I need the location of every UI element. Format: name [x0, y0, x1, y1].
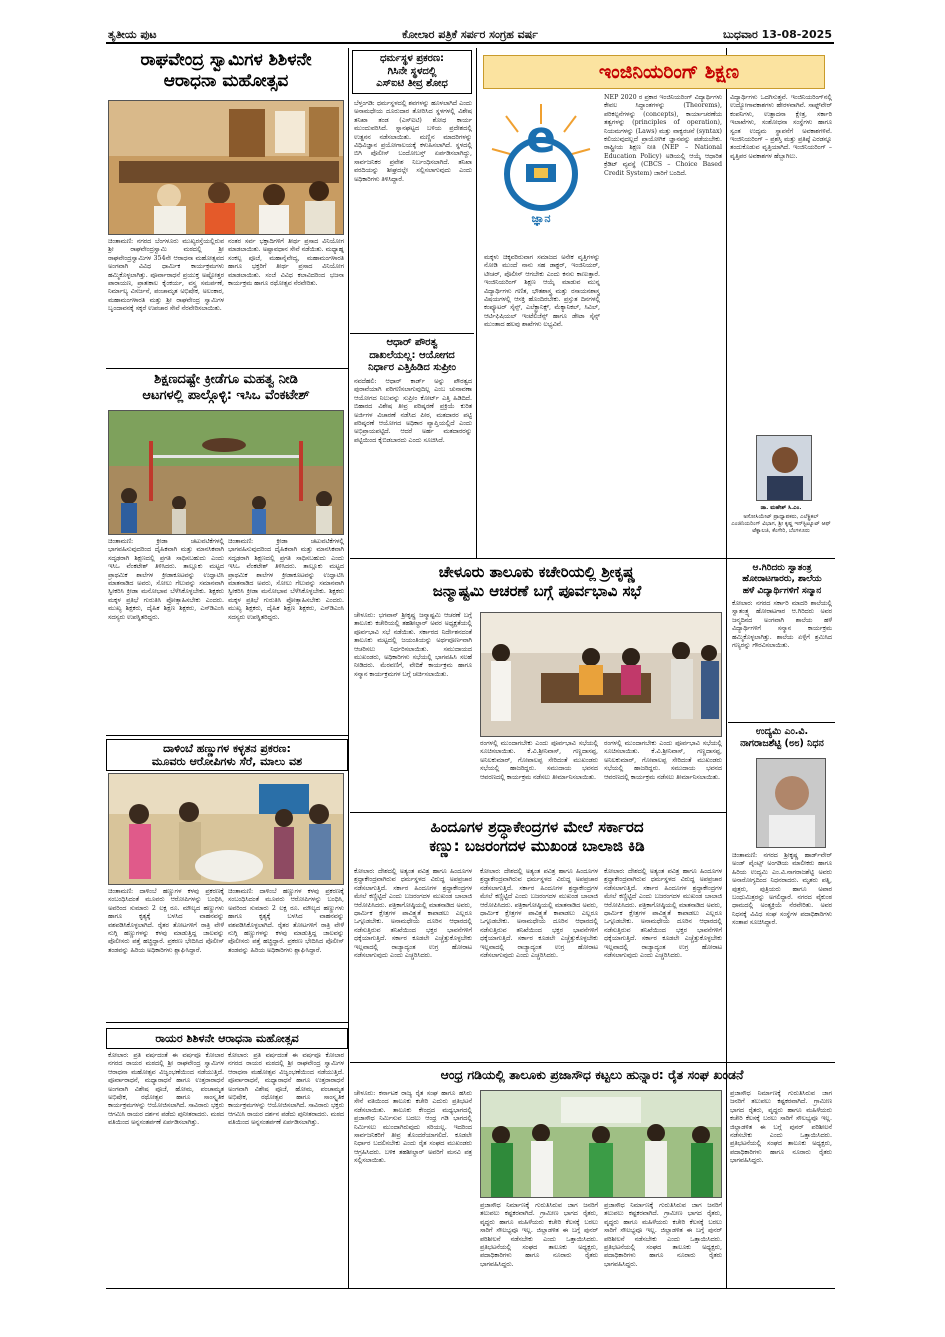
headline-obituary — [730, 726, 834, 750]
headline-line: ರಾಘವೇಂದ್ರ ಸ್ವಾಮಿಗಳ ಶಿಶಿಳನೇ — [140, 50, 312, 70]
headline-line: ನಾಗರಾಜಶೆಟ್ಟಿ (೮೮) ನಿಧನ — [740, 737, 824, 749]
headline-line: ದಾಳಿಂಬೆ ಹಣ್ಣುಗಳ ಕಳ್ಳತನ ಪ್ರಕರಣ: — [163, 742, 291, 755]
paper-name: ಕೋಲಾರ ಪತ್ರಿಕೆ ಸರ್ಪರ ಸಂಗ್ರಹ ವರ್ಷ — [402, 28, 538, 41]
headline-line: ಜನ್ಮಾಷ್ಟಮಿ ಆಚರಣೆ ಬಗ್ಗೆ ಪೂರ್ವಭಾವಿ ಸಭೆ — [432, 581, 642, 600]
headline-line: ಕಣ್ಣು: ಬಜರಂಗದಳ ಮುಖಂಡ ಬಾಲಾಜಿ ಕಿಡಿ — [429, 836, 645, 855]
headline-dharmasthala — [352, 50, 472, 94]
elderly-man-portrait — [757, 759, 826, 848]
author-photo — [756, 435, 812, 501]
article-body: ಬೆಳ್ತಂಗಡಿ: ಧರ್ಮಸ್ಥಳದಲ್ಲಿ ಶವಗಳನ್ನು ಹೂಳಲಾಗಿದೆ ಎಂದು ಅನಾಮಧೇಯ ದೂರುದಾರ ತೋರಿಸಿದ ಸ್ಥಳಗಳಲ್ಲಿ ವಿಶೇಷ ತನಿಖಾ ತಂಡ (ಎಸ್‌ಐಟಿ) ಶೋಧ ಕಾರ್ಯ ಮುಂದುವರಿಸಿದೆ. ಸ್ನಾನಘಟ್ಟದ ಬಳಿಯ ಪ್ರದೇಶದಲ್ಲಿ ಉತ್ಖನನ ನಡೆಸಲಾಯಿತು. ಮಣ್ಣಿನ ಮಾದರಿಗಳನ್ನು ವಿಧಿವಿಜ್ಞಾನ ಪ್ರಯೋಗಾಲಯಕ್ಕೆ ಕಳುಹಿಸಲಾಗಿದೆ. ಸ್ಥಳದಲ್ಲಿ ಬಿಗಿ ಪೊಲೀಸ್ ಬಂದೋಬಸ್ತ್ ಏರ್ಪಡಿಸಲಾಗಿದ್ದು, ಸಾರ್ವಜನಿಕರ ಪ್ರವೇಶ ನಿರ್ಬಂಧಿಸಲಾಗಿದೆ. ತನಿಖಾ ವರದಿಯನ್ನು ಶೀಘ್ರದಲ್ಲೇ ಸಲ್ಲಿಸಲಾಗುವುದು ಎಂದು ಅಧಿಕಾರಿಗಳು ತಿಳಿಸಿದ್ದಾರೆ. — [354, 100, 472, 183]
headline-janmashtami — [352, 563, 722, 601]
headline-aadhaar — [352, 337, 472, 375]
engineering-banner — [483, 55, 825, 89]
article-body: ವಿದ್ಯಾರ್ಥಿಗಳು ಒದಗಿಸುತ್ತವೆ. ಇಂಜಿನಿಯರಿಂಗ್‌ನಲ್ಲಿ ಉದ್ಯೋಗಾವಕಾಶಗಳು ಹೇರಳವಾಗಿವೆ. ಸಾಫ್ಟ್‌ವೇರ್ ಕಂಪನಿಗಳು, ಉತ್ಪಾದನಾ ಕ್ಷೇತ್ರ, ಸರ್ಕಾರಿ ಇಲಾಖೆಗಳು, ಸಂಶೋಧನಾ ಸಂಸ್ಥೆಗಳು ಹಾಗೂ ಸ್ವಂತ ಉದ್ಯಮ ಸ್ಥಾಪನೆಗೆ ಅವಕಾಶಗಳಿವೆ. ಇಂಜಿನಿಯರಿಂಗ್ – ಪ್ರಶಸ್ತಿ ಮತ್ತು ಪ್ರತಿಷ್ಠೆ ಎರಡನ್ನೂ ತಂದುಕೊಡುವ ವೃತ್ತಿಯಾಗಿದೆ. ಇಂಜಿನಿಯರಿಂಗ್ – ವೃತ್ತಿಪರ ಅವಕಾಶಗಳ ಹೆಬ್ಬಾಗಿಲು. — [730, 94, 832, 160]
headline-line: ಉದ್ಯಮಿ ಎಂ.ವಿ. — [755, 726, 809, 737]
column-rule — [726, 48, 727, 1288]
photo-pomegranate — [108, 773, 344, 885]
article-body: ರಂಗಳಲ್ಲಿ ಮುಂದಾಗಬೇಕು ಎಂದು ಪೂರ್ವಭಾವಿ ಸಭೆಯಲ್ಲಿ ಸೂಚಿಸಲಾಯಿತು. ಕೆ.ವಿ.ಶ್ರೀನಿವಾಸ್, ಗಣ್ಣದಾಸಪ್ಪ, ಅನಿಲಕುಮಾರ್, ಗೋಪಾಲಪ್ಪ ಸೇರಿದಂತೆ ಮುಖಂಡರು ಸಭೆಯಲ್ಲಿ ಹಾಜರಿದ್ದರು. ಸಮುದಾಯ ಭವನದ ಆವರಣದಲ್ಲಿ ಕಾರ್ಯಕ್ರಮ ನಡೆಸಲು ತೀರ್ಮಾನಿಸಲಾಯಿತು. — [480, 740, 598, 781]
headline-line: ಧರ್ಮಸ್ಥಳ ಪ್ರಕರಣ: — [379, 53, 445, 64]
author-portrait — [757, 436, 812, 501]
article-rule — [350, 812, 726, 813]
headline-line: ಆರಾಧನಾ ಮಹೋತ್ಸವ — [163, 71, 289, 92]
headline-line: ಶಿಕ್ಷಣದಷ್ಟೇ ಕ್ರೀಡೆಗೂ ಮಹತ್ವ ನೀಡಿ — [154, 372, 298, 387]
column-rule — [476, 48, 477, 558]
author-name: ಡಾ. ಮಹೇಶ್ ಸಿ.ಎಂ. — [760, 505, 802, 511]
column-rule — [348, 558, 349, 1288]
headline-andhra-border: ಆಂಧ್ರ ಗಡಿಯಲ್ಲಿ ತಾಲೂಕು ಪ್ರಜಾಸೌಧ ಕಟ್ಟಲು ಹುನ್ನಾರ: ರೈತ ಸಂಘ ಖಂಡನೆ — [440, 1067, 744, 1082]
article-body: ನವದೆಹಲಿ: ಆಧಾರ್ ಕಾರ್ಡ್ ಅನ್ನು ಪೌರತ್ವದ ಪುರಾವೆಯಾಗಿ ಪರಿಗಣಿಸಲಾಗುವುದಿಲ್ಲ ಎಂಬ ಚುನಾವಣಾ ಆಯೋಗದ ನಿಲುವನ್ನು ಸುಪ್ರೀಂ ಕೋರ್ಟ್ ಎತ್ತಿ ಹಿಡಿದಿದೆ. ಬಿಹಾರದ ವಿಶೇಷ ತೀವ್ರ ಪರಿಷ್ಕರಣೆ ಪ್ರಕ್ರಿಯೆ ಕುರಿತ ಅರ್ಜಿಗಳ ವಿಚಾರಣೆ ನಡೆಸಿದ ಪೀಠ, ಮತದಾರರ ಪಟ್ಟಿ ಪರಿಷ್ಕರಣೆ ಆಯೋಗದ ಅಧಿಕಾರ ವ್ಯಾಪ್ತಿಯಲ್ಲಿದೆ ಎಂದು ಅಭಿಪ್ರಾಯಪಟ್ಟಿದೆ. ಆದರೆ ಅರ್ಹ ಮತದಾರರನ್ನು ಪಟ್ಟಿಯಿಂದ ಕೈಬಿಡಬಾರದು ಎಂದು ಸೂಚಿಸಿದೆ. — [354, 378, 472, 444]
date: ಬುಧವಾರ 13-08-2025 — [722, 28, 832, 41]
photo-meeting — [481, 613, 722, 737]
logo-letter: e — [526, 112, 556, 163]
article-body: ಪ್ರಜಾಸೌಧ ನಿರ್ಮಾಣಕ್ಕೆ ಗುರುತಿಸಿರುವ ಜಾಗ ಜನರಿಗೆ ತಲುಪಲು ಕಷ್ಟಕರವಾಗಿದೆ. ಗ್ರಾಮೀಣ ಭಾಗದ ರೈತರು, ವೃದ್ಧರು ಹಾಗೂ ಮಹಿಳೆಯರು ಕಚೇರಿ ಕೆಲಸಕ್ಕೆ ಬರಲು ಸಾರಿಗೆ ಸೌಲಭ್ಯವೂ ಇಲ್ಲ. ಜಿಲ್ಲಾಡಳಿತ ಈ ಬಗ್ಗೆ ಪುನರ್ ಪರಿಶೀಲನೆ ನಡೆಸಬೇಕು ಎಂದು ಒತ್ತಾಯಿಸಿದರು. ಪ್ರತಿಭಟನೆಯಲ್ಲಿ ಸಂಘದ ತಾಲೂಕು ಅಧ್ಯಕ್ಷರು, ಪದಾಧಿಕಾರಿಗಳು ಹಾಗೂ ನೂರಾರು ರೈತರು ಭಾಗವಹಿಸಿದ್ದರು. — [480, 1202, 598, 1268]
headline-line: ಚೇಳೂರು ತಾಲೂಕು ಕಚೇರಿಯಲ್ಲಿ ಶ್ರೀಕೃಷ್ಣ — [438, 563, 636, 581]
engineering-title: ಇಂಜಿನಿಯರಿಂಗ್ ಶಿಕ್ಷಣ — [598, 61, 740, 83]
photo-worship-ceremony — [109, 101, 344, 235]
article-body: ಚೇಳೂರು: ಕರ್ನಾಟಕ ರಾಜ್ಯ ರೈತ ಸಂಘ ಹಾಗೂ ಹಸಿರು ಸೇನೆ ವತಿಯಿಂದ ತಾಲೂಕು ಕಚೇರಿ ಎದುರು ಪ್ರತಿಭಟನೆ ನಡೆಸಲಾಯಿತು. ತಾಲೂಕು ಕೇಂದ್ರದ ಮಧ್ಯಭಾಗದಲ್ಲಿ ಪ್ರಜಾಸೌಧ ನಿರ್ಮಿಸುವ ಬದಲು ಆಂಧ್ರ ಗಡಿ ಭಾಗದಲ್ಲಿ ನಿರ್ಮಿಸಲು ಮುಂದಾಗಿರುವುದು ಸರಿಯಲ್ಲ. ಇದರಿಂದ ಸಾರ್ವಜನಿಕರಿಗೆ ತೀವ್ರ ತೊಂದರೆಯಾಗಲಿದೆ. ಕೂಡಲೇ ನಿರ್ಧಾರ ಬದಲಿಸಬೇಕು ಎಂದು ರೈತ ಸಂಘದ ಮುಖಂಡರು ಆಗ್ರಹಿಸಿದರು. ಬಳಿಕ ತಹಶೀಲ್ದಾರ್ ಅವರಿಗೆ ಮನವಿ ಪತ್ರ ಸಲ್ಲಿಸಲಾಯಿತು. — [354, 1090, 472, 1165]
headline-hindu-temples — [352, 818, 722, 856]
article-body: ಚಿಂತಾಮಣಿ: ದಾಳಿಂಬೆ ಹಣ್ಣುಗಳ ಕಳವು ಪ್ರಕರಣಕ್ಕೆ ಸಂಬಂಧಿಸಿದಂತೆ ಮೂವರು ಆರೋಪಿಗಳನ್ನು ಬಂಧಿಸಿ, ಅವರಿಂದ ಸುಮಾರು 2 ಲಕ್ಷ ರೂ. ಮೌಲ್ಯದ ಹಣ್ಣುಗಳು ಹಾಗೂ ಕೃತ್ಯಕ್ಕೆ ಬಳಸಿದ ವಾಹನವನ್ನು ವಶಪಡಿಸಿಕೊಳ್ಳಲಾಗಿದೆ. ರೈತರ ತೋಟಗಳಿಗೆ ರಾತ್ರಿ ವೇಳೆ ನುಗ್ಗಿ ಹಣ್ಣುಗಳನ್ನು ಕಳವು ಮಾಡುತ್ತಿದ್ದ ಜಾಲವನ್ನು ಪೊಲೀಸರು ಪತ್ತೆ ಹಚ್ಚಿದ್ದಾರೆ. ಪ್ರಕರಣ ಭೇದಿಸಿದ ಪೊಲೀಸ್ ತಂಡವನ್ನು ಹಿರಿಯ ಅಧಿಕಾರಿಗಳು ಶ್ಲಾಘಿಸಿದ್ದಾರೆ. — [108, 888, 224, 954]
headline-pomegranate — [106, 739, 348, 771]
article-body: ಕೋಲಾರ: ದೇಶದಲ್ಲಿ ಅತ್ಯಂತ ಪವಿತ್ರ ಹಾಗೂ ಹಿಂದೂಗಳ ಶ್ರದ್ಧಾಕೇಂದ್ರವಾಗಿರುವ ಧರ್ಮಸ್ಥಳದ ವಿರುದ್ಧ ಅಪಪ್ರಚಾರ ನಡೆಸಲಾಗುತ್ತಿದೆ. ಸರ್ಕಾರ ಹಿಂದೂಗಳ ಶ್ರದ್ಧಾಕೇಂದ್ರಗಳ ಮೇಲೆ ಕಣ್ಣಿಟ್ಟಿದೆ ಎಂದು ಬಜರಂಗದಳ ಮುಖಂಡ ಬಾಲಾಜಿ ಆರೋಪಿಸಿದರು. ಪತ್ರಿಕಾಗೋಷ್ಠಿಯಲ್ಲಿ ಮಾತನಾಡಿದ ಅವರು, ಧಾರ್ಮಿಕ ಕ್ಷೇತ್ರಗಳ ಪಾವಿತ್ರ್ಯತೆ ಕಾಪಾಡಲು ಎಲ್ಲರೂ ಒಗ್ಗೂಡಬೇಕು. ಅನಾಮಧೇಯ ದೂರಿನ ಆಧಾರದಲ್ಲಿ ನಡೆಸುತ್ತಿರುವ ತನಿಖೆಯಿಂದ ಭಕ್ತರ ಭಾವನೆಗಳಿಗೆ ಧಕ್ಕೆಯಾಗುತ್ತಿದೆ. ಸರ್ಕಾರ ಕೂಡಲೇ ಎಚ್ಚೆತ್ತುಕೊಳ್ಳಬೇಕು ಇಲ್ಲವಾದಲ್ಲಿ ರಾಜ್ಯಾದ್ಯಂತ ಉಗ್ರ ಹೋರಾಟ ನಡೆಸಲಾಗುವುದು ಎಂದು ಎಚ್ಚರಿಸಿದರು. — [354, 868, 472, 960]
column-rule — [348, 48, 349, 558]
page-bottom-rule — [106, 1288, 835, 1289]
article-rule — [350, 558, 835, 559]
article-rule — [350, 1062, 835, 1063]
headline-line: ಗಿಸಿನೇ ಸ್ಥಳದಲ್ಲಿ — [387, 65, 437, 77]
obituary-photo — [756, 758, 826, 848]
photo-high-jump — [109, 411, 344, 535]
article-body: ಪ್ರಜಾಸೌಧ ನಿರ್ಮಾಣಕ್ಕೆ ಗುರುತಿಸಿರುವ ಜಾಗ ಜನರಿಗೆ ತಲುಪಲು ಕಷ್ಟಕರವಾಗಿದೆ. ಗ್ರಾಮೀಣ ಭಾಗದ ರೈತರು, ವೃದ್ಧರು ಹಾಗೂ ಮಹಿಳೆಯರು ಕಚೇರಿ ಕೆಲಸಕ್ಕೆ ಬರಲು ಸಾರಿಗೆ ಸೌಲಭ್ಯವೂ ಇಲ್ಲ. ಜಿಲ್ಲಾಡಳಿತ ಈ ಬಗ್ಗೆ ಪುನರ್ ಪರಿಶೀಲನೆ ನಡೆಸಬೇಕು ಎಂದು ಒತ್ತಾಯಿಸಿದರು. ಪ್ರತಿಭಟನೆಯಲ್ಲಿ ಸಂಘದ ತಾಲೂಕು ಅಧ್ಯಕ್ಷರು, ಪದಾಧಿಕಾರಿಗಳು ಹಾಗೂ ನೂರಾರು ರೈತರು ಭಾಗವಹಿಸಿದ್ದರು. — [604, 1202, 722, 1268]
article-body: ಕೋಲಾರ: ದೇಶದಲ್ಲಿ ಅತ್ಯಂತ ಪವಿತ್ರ ಹಾಗೂ ಹಿಂದೂಗಳ ಶ್ರದ್ಧಾಕೇಂದ್ರವಾಗಿರುವ ಧರ್ಮಸ್ಥಳದ ವಿರುದ್ಧ ಅಪಪ್ರಚಾರ ನಡೆಸಲಾಗುತ್ತಿದೆ. ಸರ್ಕಾರ ಹಿಂದೂಗಳ ಶ್ರದ್ಧಾಕೇಂದ್ರಗಳ ಮೇಲೆ ಕಣ್ಣಿಟ್ಟಿದೆ ಎಂದು ಬಜರಂಗದಳ ಮುಖಂಡ ಬಾಲಾಜಿ ಆರೋಪಿಸಿದರು. ಪತ್ರಿಕಾಗೋಷ್ಠಿಯಲ್ಲಿ ಮಾತನಾಡಿದ ಅವರು, ಧಾರ್ಮಿಕ ಕ್ಷೇತ್ರಗಳ ಪಾವಿತ್ರ್ಯತೆ ಕಾಪಾಡಲು ಎಲ್ಲರೂ ಒಗ್ಗೂಡಬೇಕು. ಅನಾಮಧೇಯ ದೂರಿನ ಆಧಾರದಲ್ಲಿ ನಡೆಸುತ್ತಿರುವ ತನಿಖೆಯಿಂದ ಭಕ್ತರ ಭಾವನೆಗಳಿಗೆ ಧಕ್ಕೆಯಾಗುತ್ತಿದೆ. ಸರ್ಕಾರ ಕೂಡಲೇ ಎಚ್ಚೆತ್ತುಕೊಳ್ಳಬೇಕು ಇಲ್ಲವಾದಲ್ಲಿ ರಾಜ್ಯಾದ್ಯಂತ ಉಗ್ರ ಹೋರಾಟ ನಡೆಸಲಾಗುವುದು ಎಂದು ಎಚ್ಚರಿಸಿದರು. — [604, 868, 722, 960]
article-rule — [728, 722, 835, 723]
article-body: ಚಿಂತಾಮಣಿ: ನಗರದ ಬೆಂಗಳೂರು ಮುಖ್ಯರಸ್ತೆಯಲ್ಲಿರುವ ಶ್ರೀ ರಾಘವೇಂದ್ರಸ್ವಾಮಿ ಮಠದಲ್ಲಿ ಶ್ರೀ ರಾಘವೇಂದ್ರಸ್ವಾಮಿಗಳ 354ನೇ ಆರಾಧನಾ ಮಹೋತ್ಸವದ ಅಂಗವಾಗಿ ವಿವಿಧ ಧಾರ್ಮಿಕ ಕಾರ್ಯಕ್ರಮಗಳು ಹಮ್ಮಿಕೊಳ್ಳಲಾಗಿತ್ತು. ಪೂರ್ವಾರಾಧನೆ ಪ್ರಯುಕ್ತ ಅಷ್ಟೋತ್ತರ ಪಾರಾಯಣ, ಪ್ರಾತಃಕಾಲ ಕೈಂಕರ್ಯ, ವಸ್ತ್ರ ಸಮರ್ಪಣೆ, ನಿರ್ಮಾಲ್ಯ ವಿಸರ್ಜನೆ, ಪಂಚಾಮೃತ ಅಭಿಷೇಕ, ಅಲಂಕಾರ, ಮಹಾಮಂಗಳಾರತಿ ಮತ್ತು ಶ್ರೀ ರಾಘವೇಂದ್ರ ಸ್ವಾಮಿಗಳ ಬೃಂದಾವನಕ್ಕೆ ಸಕ್ಕರೆ ಉಪಚಾರ ಸೇವೆ ನೆರವೇರಿಸಲಾಯಿತು. — [108, 238, 224, 313]
author-role: ಅಸೋಸಿಯೇಟ್ ಪ್ರಾಧ್ಯಾಪಕರು, ಎಲೆಕ್ಟ್ರಿಕಲ್ ಎಂಜಿನಿಯರಿಂಗ್ ವಿಭಾಗ, ಶ್ರೀ ಕೃಷ್ಣ ಇನ್‌ಸ್ಟಿಟ್ಯೂಟ್ ಆಫ್ ಟೆಕ್ನಾಲಜಿ, ಕೆಂಗೇರಿ, ಬೆಂಗಳೂರು — [731, 514, 831, 534]
headline-line: ಆಟಗಳಲ್ಲಿ ಪಾಲ್ಗೊಳ್ಳಿ: ಇಸಿಒ ವೆಂಕಟೇಶ್ — [142, 388, 310, 404]
page-number: ತೃತೀಯ ಪುಟ — [108, 28, 157, 41]
article-body: ಚಿಂತಾಮಣಿ: ಕ್ರೀಡಾ ಚಟುವಟಿಕೆಗಳಲ್ಲಿ ಭಾಗವಹಿಸುವುದರಿಂದ ದೈಹಿಕವಾಗಿ ಮತ್ತು ಮಾನಸಿಕವಾಗಿ ಸದೃಢರಾಗಿ ಶಿಕ್ಷಣದಲ್ಲಿ ಪ್ರಗತಿ ಸಾಧಿಸಬಹುದು ಎಂದು ಇಸಿಒ ವೆಂಕಟೇಶ್ ತಿಳಿಸಿದರು. ತಾಲ್ಲೂಕು ಮಟ್ಟದ ಪ್ರಾಥಮಿಕ ಶಾಲೆಗಳ ಕ್ರೀಡಾಕೂಟವನ್ನು ಉದ್ಘಾಟಿಸಿ ಮಾತನಾಡಿದ ಅವರು, ಸೋಲು ಗೆಲುವನ್ನು ಸಮಾನವಾಗಿ ಸ್ವೀಕರಿಸಿ ಕ್ರೀಡಾ ಮನೋಭಾವ ಬೆಳೆಸಿಕೊಳ್ಳಬೇಕು. ಶಿಕ್ಷಕರು ಮಕ್ಕಳ ಪ್ರತಿಭೆ ಗುರುತಿಸಿ ಪ್ರೋತ್ಸಾಹಿಸಬೇಕು ಎಂದರು. ಮುಖ್ಯ ಶಿಕ್ಷಕರು, ದೈಹಿಕ ಶಿಕ್ಷಣ ಶಿಕ್ಷಕರು, ಎಸ್‌ಡಿಎಂಸಿ ಸದಸ್ಯರು ಉಪಸ್ಥಿತರಿದ್ದರು. — [108, 538, 224, 621]
article-body: ಪ್ರಜಾಸೌಧ ನಿರ್ಮಾಣಕ್ಕೆ ಗುರುತಿಸಿರುವ ಜಾಗ ಜನರಿಗೆ ತಲುಪಲು ಕಷ್ಟಕರವಾಗಿದೆ. ಗ್ರಾಮೀಣ ಭಾಗದ ರೈತರು, ವೃದ್ಧರು ಹಾಗೂ ಮಹಿಳೆಯರು ಕಚೇರಿ ಕೆಲಸಕ್ಕೆ ಬರಲು ಸಾರಿಗೆ ಸೌಲಭ್ಯವೂ ಇಲ್ಲ. ಜಿಲ್ಲಾಡಳಿತ ಈ ಬಗ್ಗೆ ಪುನರ್ ಪರಿಶೀಲನೆ ನಡೆಸಬೇಕು ಎಂದು ಒತ್ತಾಯಿಸಿದರು. ಪ್ರತಿಭಟನೆಯಲ್ಲಿ ಸಂಘದ ತಾಲೂಕು ಅಧ್ಯಕ್ಷರು, ಪದಾಧಿಕಾರಿಗಳು ಹಾಗೂ ನೂರಾರು ರೈತರು ಭಾಗವಹಿಸಿದ್ದರು. — [730, 1090, 832, 1165]
article-body: ಮಕ್ಕಳು ಚಿಕ್ಕವರಿರುವಾಗ ಸಮಾಜದ ಅನೇಕ ವೃತ್ತಿಗಳನ್ನು ನೋಡಿ ಮುಂದೆ ನಾನು ಸಹ ಡಾಕ್ಟರ್, ಇಂಜಿನಿಯರ್, ಟೀಚರ್, ಪೊಲೀಸ್ ಆಗಬೇಕು ಎಂದು ಕನಸು ಕಾಣುತ್ತಾರೆ. ಇಂಜಿನಿಯರಿಂಗ್ ಶಿಕ್ಷಣ ಆಯ್ಕೆ ಮಾಡುವ ಮುನ್ನ ವಿದ್ಯಾರ್ಥಿಗಳು ಗಣಿತ, ಭೌತಶಾಸ್ತ್ರ ಮತ್ತು ರಸಾಯನಶಾಸ್ತ್ರ ವಿಷಯಗಳಲ್ಲಿ ಆಸಕ್ತಿ ಹೊಂದಿರಬೇಕು. ಪ್ರಸ್ತುತ ದಿನಗಳಲ್ಲಿ ಕಂಪ್ಯೂಟರ್ ಸೈನ್ಸ್, ಎಲೆಕ್ಟ್ರಾನಿಕ್ಸ್, ಮೆಕ್ಯಾನಿಕಲ್, ಸಿವಿಲ್, ಆರ್ಟಿಫಿಷಿಯಲ್ ಇಂಟೆಲಿಜೆನ್ಸ್ ಹಾಗೂ ಡೇಟಾ ಸೈನ್ಸ್ ಮುಂತಾದ ಹಲವು ಶಾಖೆಗಳು ಲಭ್ಯವಿವೆ. — [484, 254, 600, 329]
headline-line: ಎಸ್‌ಐಟಿ ತೀವ್ರ ಶೋಧ — [376, 78, 448, 89]
article-rule — [106, 1022, 348, 1023]
headline-line: ದಾಖಲೆಯಲ್ಲ: ಆಯೋಗದ — [369, 349, 455, 361]
logo-text: ಜ್ಞಾನ — [531, 212, 551, 225]
gnana-logo — [484, 94, 598, 254]
article-rule — [106, 735, 348, 736]
article-rule — [350, 333, 474, 334]
article-body: ಚಿಂತಾಮಣಿ: ನಗರದ ಶ್ರೀಕೃಷ್ಣ ಹಾರ್ಡ್‌ವೇರ್ ಅಂಡ್ ಪೈಂಟ್ಸ್ ಅಂಗಡಿಯ ಮಾಲೀಕರು ಹಾಗೂ ಹಿರಿಯ ಉದ್ಯಮಿ ಎಂ.ವಿ.ನಾಗರಾಜಶೆಟ್ಟಿ ಅವರು ಅನಾರೋಗ್ಯದಿಂದ ನಿಧನರಾದರು. ಮೃತರು ಪತ್ನಿ, ಪುತ್ರರು, ಪುತ್ರಿಯರು ಹಾಗೂ ಅಪಾರ ಬಂಧುಮಿತ್ರರನ್ನು ಅಗಲಿದ್ದಾರೆ. ನಗರದ ವೈಕುಂಠ ಧಾಮದಲ್ಲಿ ಅಂತ್ಯಕ್ರಿಯೆ ನೆರವೇರಿತು. ಅವರ ನಿಧನಕ್ಕೆ ವಿವಿಧ ಸಂಘ ಸಂಸ್ಥೆಗಳ ಪದಾಧಿಕಾರಿಗಳು ಸಂತಾಪ ಸೂಚಿಸಿದ್ದಾರೆ. — [732, 852, 832, 927]
photo-janmashtami — [480, 612, 722, 737]
article-body: ಕೋಲಾರ: ಪ್ರತಿ ವರ್ಷದಂತೆ ಈ ವರ್ಷವೂ ಕೋಲಾರ ನಗರದ ರಾಯರ ಮಠದಲ್ಲಿ ಶ್ರೀ ರಾಘವೇಂದ್ರ ಸ್ವಾಮಿಗಳ ಆರಾಧನಾ ಮಹೋತ್ಸವ ವಿಜೃಂಭಣೆಯಿಂದ ನಡೆಯುತ್ತಿದೆ. ಪೂರ್ವಾರಾಧನೆ, ಮಧ್ಯಾರಾಧನೆ ಹಾಗೂ ಉತ್ತರಾರಾಧನೆ ಅಂಗವಾಗಿ ವಿಶೇಷ ಪೂಜೆ, ಹೋಮ, ಪಂಚಾಮೃತ ಅಭಿಷೇಕ, ರಥೋತ್ಸವ ಹಾಗೂ ಸಾಂಸ್ಕೃತಿಕ ಕಾರ್ಯಕ್ರಮಗಳನ್ನು ಆಯೋಜಿಸಲಾಗಿದೆ. ಸಾವಿರಾರು ಭಕ್ತರು ಆಗಮಿಸಿ ರಾಯರ ದರ್ಶನ ಪಡೆದು ಪುನೀತರಾದರು. ಮಠದ ವತಿಯಿಂದ ಅನ್ನಸಂತರ್ಪಣೆ ಏರ್ಪಡಿಸಲಾಗಿತ್ತು. — [108, 1052, 224, 1127]
headline-line: ಹಳೆ ವಿದ್ಯಾರ್ಥಿಗಳಿಗೆ ಸನ್ಮಾನ — [742, 585, 822, 596]
article-body: NEP 2020 ರ ಪ್ರಕಾರ ಇಂಜಿನಿಯರಿಂಗ್ ವಿದ್ಯಾರ್ಥಿಗಳು ಕೇವಲ ಸಿದ್ಧಾಂತಗಳನ್ನು (Theorems), ಪರಿಕಲ್ಪನೆಗಳನ್ನು (concepts), ಕಾರ್ಯಾಚರಣೆಯ ತತ್ವಗಳನ್ನು (principles of operation), ನಿಯಮಗಳನ್ನು (Laws) ಮತ್ತು ವಾಕ್ಯರಚನೆ (syntax) ಕಲಿಯುವುದಲ್ಲದೆ ಪ್ರಾಯೋಗಿಕ ಜ್ಞಾನವನ್ನು ಪಡೆಯಬೇಕು. ರಾಷ್ಟ್ರೀಯ ಶಿಕ್ಷಣ ನೀತಿ (NEP – National Education Policy) ಅಡಿಯಲ್ಲಿ ಆಯ್ಕೆ ಆಧಾರಿತ ಕ್ರೆಡಿಟ್ ವ್ಯವಸ್ಥೆ (CBCS – Choice Based Credit System) ಜಾರಿಗೆ ಬಂದಿದೆ. — [604, 94, 722, 177]
headline-line: ನಿರ್ಧಾರ ಎತ್ತಿಹಿಡಿದ ಸುಪ್ರೀಂ — [368, 362, 456, 373]
article-rule — [106, 368, 348, 369]
photo-police-seizure — [109, 774, 344, 885]
masthead — [106, 26, 834, 44]
photo-sports — [108, 410, 344, 535]
headline-sports — [106, 372, 346, 405]
photo-raghavendra — [108, 100, 344, 235]
headline-line: ಹಿಂದೂಗಳ ಶ್ರದ್ಧಾಕೇಂದ್ರಗಳ ಮೇಲೆ ಸರ್ಕಾರದ — [430, 818, 644, 836]
headline-raghavendra — [106, 50, 346, 93]
article-body: ನಂತರ ಸರ್ವ ಭಕ್ತಾದಿಗಳಿಗೆ ತೀರ್ಥ ಪ್ರಸಾದ ವಿನಿಯೋಗ ಮಾಡಲಾಯಿತು. ಅಷ್ಟಾವಧಾನ ಸೇವೆ ನಡೆಯಿತು. ಮಧ್ಯಾಹ್ನ ಸಂಕಲ್ಪ ಪೂಜೆ, ಮಹಾನೈವೇದ್ಯ, ಮಹಾಮಂಗಳಾರತಿ ಹಾಗೂ ಭಕ್ತರಿಗೆ ತೀರ್ಥ ಪ್ರಸಾದ ವಿನಿಯೋಗ ಮಾಡಲಾಯಿತು. ಸಂಜೆ ವಿವಿಧ ಕಲಾವಿದರಿಂದ ಭಜನಾ ಕಾರ್ಯಕ್ರಮ ಹಾಗೂ ರಥೋತ್ಸವ ನೆರವೇರಿತು. — [228, 238, 344, 288]
headline-line: ಮೂವರು ಆರೋಪಿಗಳು ಸೆರೆ, ಮಾಲು ವಶ — [151, 755, 303, 769]
article-body: ಚಿಂತಾಮಣಿ: ಕ್ರೀಡಾ ಚಟುವಟಿಕೆಗಳಲ್ಲಿ ಭಾಗವಹಿಸುವುದರಿಂದ ದೈಹಿಕವಾಗಿ ಮತ್ತು ಮಾನಸಿಕವಾಗಿ ಸದೃಢರಾಗಿ ಶಿಕ್ಷಣದಲ್ಲಿ ಪ್ರಗತಿ ಸಾಧಿಸಬಹುದು ಎಂದು ಇಸಿಒ ವೆಂಕಟೇಶ್ ತಿಳಿಸಿದರು. ತಾಲ್ಲೂಕು ಮಟ್ಟದ ಪ್ರಾಥಮಿಕ ಶಾಲೆಗಳ ಕ್ರೀಡಾಕೂಟವನ್ನು ಉದ್ಘಾಟಿಸಿ ಮಾತನಾಡಿದ ಅವರು, ಸೋಲು ಗೆಲುವನ್ನು ಸಮಾನವಾಗಿ ಸ್ವೀಕರಿಸಿ ಕ್ರೀಡಾ ಮನೋಭಾವ ಬೆಳೆಸಿಕೊಳ್ಳಬೇಕು. ಶಿಕ್ಷಕರು ಮಕ್ಕಳ ಪ್ರತಿಭೆ ಗುರುತಿಸಿ ಪ್ರೋತ್ಸಾಹಿಸಬೇಕು ಎಂದರು. ಮುಖ್ಯ ಶಿಕ್ಷಕರು, ದೈಹಿಕ ಶಿಕ್ಷಣ ಶಿಕ್ಷಕರು, ಎಸ್‌ಡಿಎಂಸಿ ಸದಸ್ಯರು ಉಪಸ್ಥಿತರಿದ್ದರು. — [228, 538, 344, 621]
headline-rayara: ರಾಯರ ಶಿಶಿಳನೇ ಆರಾಧನಾ ಮಹೋತ್ಸವ — [106, 1028, 348, 1049]
photo-andhra-border — [480, 1090, 722, 1198]
article-body: ಚಿಂತಾಮಣಿ: ದಾಳಿಂಬೆ ಹಣ್ಣುಗಳ ಕಳವು ಪ್ರಕರಣಕ್ಕೆ ಸಂಬಂಧಿಸಿದಂತೆ ಮೂವರು ಆರೋಪಿಗಳನ್ನು ಬಂಧಿಸಿ, ಅವರಿಂದ ಸುಮಾರು 2 ಲಕ್ಷ ರೂ. ಮೌಲ್ಯದ ಹಣ್ಣುಗಳು ಹಾಗೂ ಕೃತ್ಯಕ್ಕೆ ಬಳಸಿದ ವಾಹನವನ್ನು ವಶಪಡಿಸಿಕೊಳ್ಳಲಾಗಿದೆ. ರೈತರ ತೋಟಗಳಿಗೆ ರಾತ್ರಿ ವೇಳೆ ನುಗ್ಗಿ ಹಣ್ಣುಗಳನ್ನು ಕಳವು ಮಾಡುತ್ತಿದ್ದ ಜಾಲವನ್ನು ಪೊಲೀಸರು ಪತ್ತೆ ಹಚ್ಚಿದ್ದಾರೆ. ಪ್ರಕರಣ ಭೇದಿಸಿದ ಪೊಲೀಸ್ ತಂಡವನ್ನು ಹಿರಿಯ ಅಧಿಕಾರಿಗಳು ಶ್ಲಾಘಿಸಿದ್ದಾರೆ. — [228, 888, 344, 954]
article-body: ಕೋಲಾರ: ನಗರದ ಸರ್ಕಾರಿ ಮಾದರಿ ಶಾಲೆಯಲ್ಲಿ ಸ್ವಾತಂತ್ರ್ಯ ಹೋರಾಟಗಾರ ಆ.ಗಿರಿದರು ಅವರ ಜನ್ಮದಿನದ ಅಂಗವಾಗಿ ಶಾಲೆಯ ಹಳೆ ವಿದ್ಯಾರ್ಥಿಗಳಿಗೆ ಸನ್ಮಾನ ಕಾರ್ಯಕ್ರಮ ಹಮ್ಮಿಕೊಳ್ಳಲಾಗಿತ್ತು. ಶಾಲೆಯ ಏಳ್ಗೆಗೆ ಶ್ರಮಿಸಿದ ಗಣ್ಯರನ್ನು ಗೌರವಿಸಲಾಯಿತು. — [732, 600, 832, 650]
photo-farmers-protest — [481, 1091, 722, 1198]
headline-line: ಆ.ಗಿರಿದರು ಸ್ವಾತಂತ್ರ — [752, 563, 812, 573]
article-body: ರಂಗಳಲ್ಲಿ ಮುಂದಾಗಬೇಕು ಎಂದು ಪೂರ್ವಭಾವಿ ಸಭೆಯಲ್ಲಿ ಸೂಚಿಸಲಾಯಿತು. ಕೆ.ವಿ.ಶ್ರೀನಿವಾಸ್, ಗಣ್ಣದಾಸಪ್ಪ, ಅನಿಲಕುಮಾರ್, ಗೋಪಾಲಪ್ಪ ಸೇರಿದಂತೆ ಮುಖಂಡರು ಸಭೆಯಲ್ಲಿ ಹಾಜರಿದ್ದರು. ಸಮುದಾಯ ಭವನದ ಆವರಣದಲ್ಲಿ ಕಾರ್ಯಕ್ರಮ ನಡೆಸಲು ತೀರ್ಮಾನಿಸಲಾಯಿತು. — [604, 740, 722, 781]
article-body: ಕೋಲಾರ: ಪ್ರತಿ ವರ್ಷದಂತೆ ಈ ವರ್ಷವೂ ಕೋಲಾರ ನಗರದ ರಾಯರ ಮಠದಲ್ಲಿ ಶ್ರೀ ರಾಘವೇಂದ್ರ ಸ್ವಾಮಿಗಳ ಆರಾಧನಾ ಮಹೋತ್ಸವ ವಿಜೃಂಭಣೆಯಿಂದ ನಡೆಯುತ್ತಿದೆ. ಪೂರ್ವಾರಾಧನೆ, ಮಧ್ಯಾರಾಧನೆ ಹಾಗೂ ಉತ್ತರಾರಾಧನೆ ಅಂಗವಾಗಿ ವಿಶೇಷ ಪೂಜೆ, ಹೋಮ, ಪಂಚಾಮೃತ ಅಭಿಷೇಕ, ರಥೋತ್ಸವ ಹಾಗೂ ಸಾಂಸ್ಕೃತಿಕ ಕಾರ್ಯಕ್ರಮಗಳನ್ನು ಆಯೋಜಿಸಲಾಗಿದೆ. ಸಾವಿರಾರು ಭಕ್ತರು ಆಗಮಿಸಿ ರಾಯರ ದರ್ಶನ ಪಡೆದು ಪುನೀತರಾದರು. ಮಠದ ವತಿಯಿಂದ ಅನ್ನಸಂತರ್ಪಣೆ ಏರ್ಪಡಿಸಲಾಗಿತ್ತು. — [228, 1052, 344, 1127]
headline-line: ಆಧಾರ್ ಪೌರತ್ವ — [386, 337, 438, 348]
headline-line: ಹೋರಾಟಗಾರರು, ಶಾಲೆಯ — [742, 574, 822, 585]
article-body: ಕೋಲಾರ: ದೇಶದಲ್ಲಿ ಅತ್ಯಂತ ಪವಿತ್ರ ಹಾಗೂ ಹಿಂದೂಗಳ ಶ್ರದ್ಧಾಕೇಂದ್ರವಾಗಿರುವ ಧರ್ಮಸ್ಥಳದ ವಿರುದ್ಧ ಅಪಪ್ರಚಾರ ನಡೆಸಲಾಗುತ್ತಿದೆ. ಸರ್ಕಾರ ಹಿಂದೂಗಳ ಶ್ರದ್ಧಾಕೇಂದ್ರಗಳ ಮೇಲೆ ಕಣ್ಣಿಟ್ಟಿದೆ ಎಂದು ಬಜರಂಗದಳ ಮುಖಂಡ ಬಾಲಾಜಿ ಆರೋಪಿಸಿದರು. ಪತ್ರಿಕಾಗೋಷ್ಠಿಯಲ್ಲಿ ಮಾತನಾಡಿದ ಅವರು, ಧಾರ್ಮಿಕ ಕ್ಷೇತ್ರಗಳ ಪಾವಿತ್ರ್ಯತೆ ಕಾಪಾಡಲು ಎಲ್ಲರೂ ಒಗ್ಗೂಡಬೇಕು. ಅನಾಮಧೇಯ ದೂರಿನ ಆಧಾರದಲ್ಲಿ ನಡೆಸುತ್ತಿರುವ ತನಿಖೆಯಿಂದ ಭಕ್ತರ ಭಾವನೆಗಳಿಗೆ ಧಕ್ಕೆಯಾಗುತ್ತಿದೆ. ಸರ್ಕಾರ ಕೂಡಲೇ ಎಚ್ಚೆತ್ತುಕೊಳ್ಳಬೇಕು ಇಲ್ಲವಾದಲ್ಲಿ ರಾಜ್ಯಾದ್ಯಂತ ಉಗ್ರ ಹೋರಾಟ ನಡೆಸಲಾಗುವುದು ಎಂದು ಎಚ್ಚರಿಸಿದರು. — [480, 868, 598, 960]
headline-gandhi-school — [730, 563, 834, 597]
article-body: ಚೇಳೂರು: ಭಗವಾನ್ ಶ್ರೀಕೃಷ್ಣ ಜನ್ಮಾಷ್ಟಮಿ ಆಚರಣೆ ಬಗ್ಗೆ ತಾಲೂಕು ಕಚೇರಿಯಲ್ಲಿ ತಹಶೀಲ್ದಾರ್ ಅವರ ಅಧ್ಯಕ್ಷತೆಯಲ್ಲಿ ಪೂರ್ವಭಾವಿ ಸಭೆ ನಡೆಯಿತು. ಸರ್ಕಾರದ ನಿರ್ದೇಶನದಂತೆ ತಾಲೂಕು ಮಟ್ಟದಲ್ಲಿ ಜಯಂತಿಯನ್ನು ಅರ್ಥಪೂರ್ಣವಾಗಿ ಆಚರಿಸಲು ನಿರ್ಧರಿಸಲಾಯಿತು. ಸಮುದಾಯದ ಮುಖಂಡರು, ಅಧಿಕಾರಿಗಳು ಸಭೆಯಲ್ಲಿ ಭಾಗವಹಿಸಿ ಸಲಹೆ ನೀಡಿದರು. ಮೆರವಣಿಗೆ, ವೇದಿಕೆ ಕಾರ್ಯಕ್ರಮ ಹಾಗೂ ಸನ್ಮಾನ ಕಾರ್ಯಕ್ರಮಗಳ ಬಗ್ಗೆ ಚರ್ಚಿಸಲಾಯಿತು. — [354, 612, 472, 678]
